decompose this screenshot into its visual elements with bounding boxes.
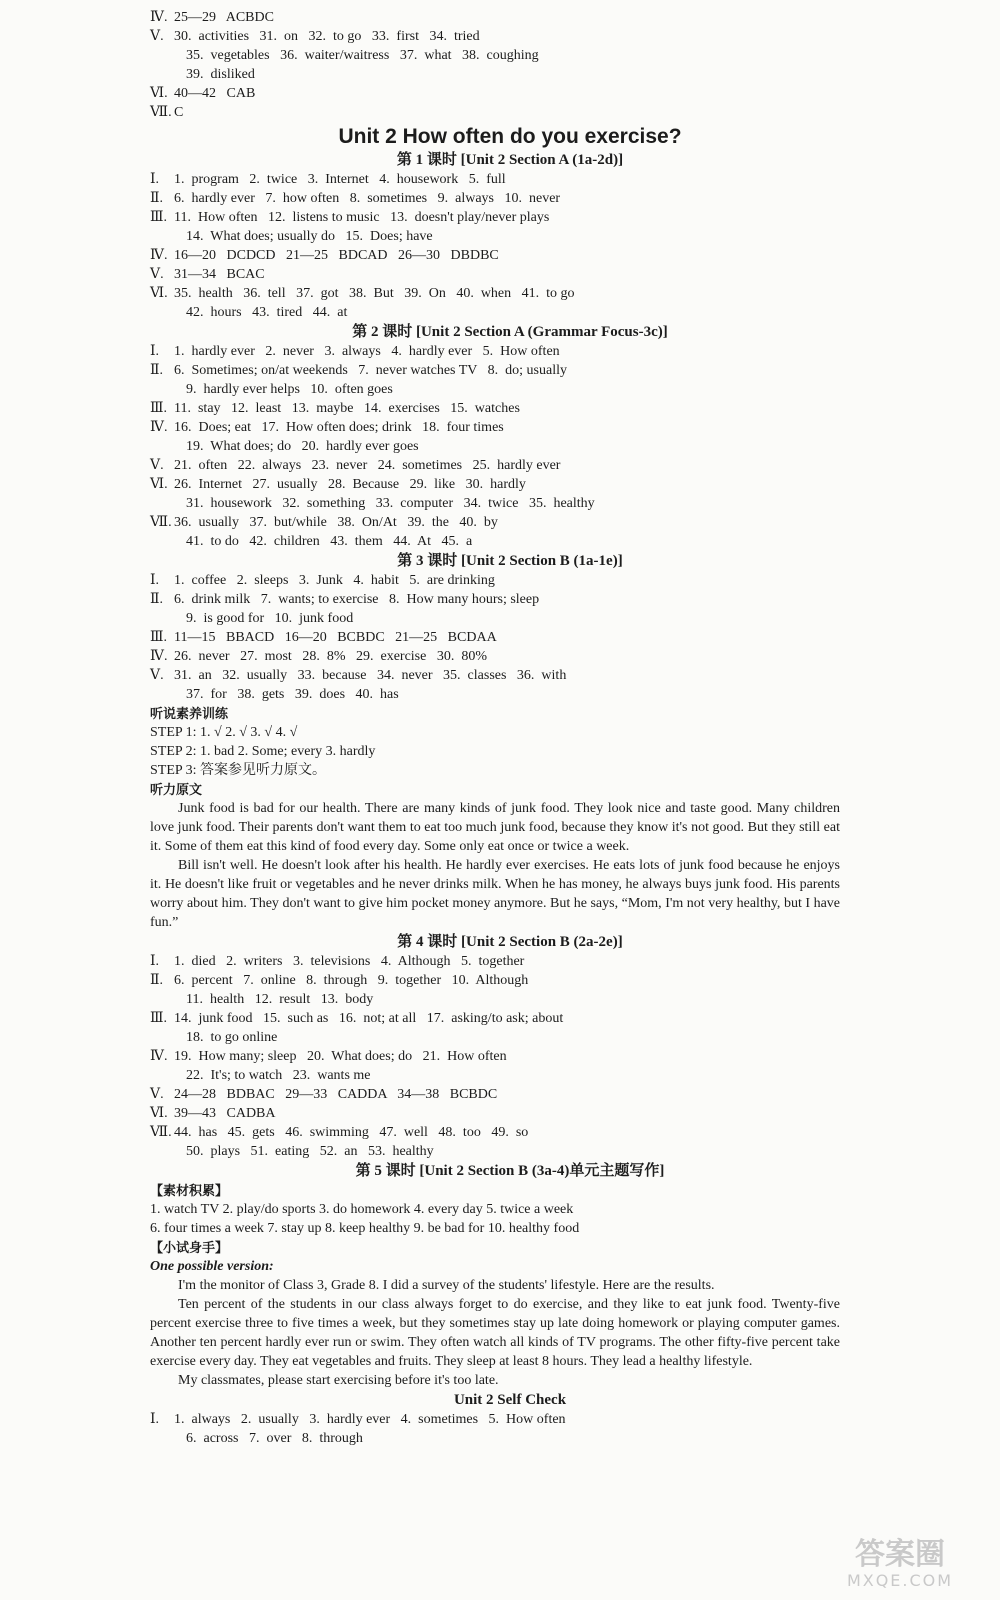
answer-text: 18. to go online	[186, 1030, 278, 1045]
answer-line	[150, 399, 870, 418]
lesson-2-answers	[150, 342, 870, 551]
answer-line	[150, 170, 870, 189]
sample-essay	[150, 1276, 840, 1390]
answer-line	[150, 380, 870, 399]
section-numeral: Ⅴ.	[150, 668, 164, 683]
answer-text: 6. drink milk 7. wants; to exercise 8. How many hours; sleep	[174, 592, 540, 607]
answer-line	[150, 437, 870, 456]
answer-text: 31. an 32. usually 33. because 34. never 35. classes 36. with	[174, 668, 567, 683]
lesson-1-answers	[150, 170, 870, 322]
answer-text: 26. Internet 27. usually 28. Because 29. like 30. hardly	[174, 477, 526, 492]
answer-line	[150, 1085, 870, 1104]
section-numeral: Ⅰ.	[150, 344, 160, 359]
essay-paragraph-2: Ten percent of the students in our class always forget to do exercise, and they like to eat junk food. Twenty-five percent exercise three to five times a week, but they sometimes stay up late doing homework or playing computer games. Another ten percent hardly ever run or swim. They often watch all kinds of TV programs. The other fifty-five percent take exercise every day. They eat vegetables and fruits. They sleep at least 8 hours. They lead a healthy lifestyle.	[150, 1297, 840, 1369]
section-numeral: Ⅵ.	[150, 477, 168, 492]
answer-line	[150, 990, 870, 1009]
answer-line	[150, 284, 870, 303]
answer-text: 25—29 ACBDC	[174, 10, 274, 25]
answer-line	[150, 246, 870, 265]
step-3: STEP 3: 答案参见听力原文。	[150, 763, 327, 778]
section-numeral: Ⅱ.	[150, 191, 164, 206]
answer-text: 1. hardly ever 2. never 3. always 4. hardly ever 5. How often	[174, 344, 560, 359]
answer-text: C	[174, 105, 184, 120]
lesson-4-answers	[150, 952, 870, 1161]
answer-line	[150, 590, 870, 609]
answer-text: 1. always 2. usually 3. hardly ever 4. sometimes 5. How often	[174, 1412, 566, 1427]
answer-text: 22. It's; to watch 23. wants me	[186, 1068, 371, 1083]
answer-text: 31—34 BCAC	[174, 267, 265, 282]
lesson-3-answers	[150, 571, 870, 704]
answer-line	[150, 303, 870, 322]
answer-text: 44. has 45. gets 46. swimming 47. well 48. too 49. so	[174, 1125, 529, 1140]
self-check-answers	[150, 1410, 870, 1448]
answer-text: 6. percent 7. online 8. through 9. together 10. Although	[174, 973, 529, 988]
section-numeral: Ⅵ.	[150, 1106, 168, 1121]
transcript-label: 听力原文	[150, 782, 203, 797]
answer-line	[150, 513, 870, 532]
answer-line	[150, 628, 870, 647]
answer-page	[150, 8, 870, 1448]
answer-text: 11. How often 12. listens to music 13. doesn't play/never plays	[174, 210, 550, 225]
lesson-3-title: 第 3 课时 [Unit 2 Section B (1a-1e)]	[397, 553, 623, 569]
material-line-1: 1. watch TV 2. play/do sports 3. do homework 4. every day 5. twice a week	[150, 1202, 574, 1217]
section-numeral: Ⅴ.	[150, 267, 164, 282]
answer-text: 50. plays 51. eating 52. an 53. healthy	[186, 1144, 434, 1159]
watermark-sub: MXQE.COM	[846, 1571, 954, 1590]
answer-line	[150, 475, 870, 494]
answer-text: 36. usually 37. but/while 38. On/At 39. the 40. by	[174, 515, 498, 530]
transcript-paragraph-1: Junk food is bad for our health. There are many kinds of junk food. They look nice and taste good. Many children love junk food. Their parents don't want them to eat too much junk food, because they know it's not good. But they still eat it. Some of them eat this kind of food every day. Some only eat once or twice a week.	[150, 801, 840, 854]
lesson-1-title: 第 1 课时 [Unit 2 Section A (1a-2d)]	[396, 152, 624, 168]
answer-text: 42. hours 43. tired 44. at	[186, 305, 348, 320]
answer-text: 37. for 38. gets 39. does 40. has	[186, 687, 399, 702]
lesson-4-title: 第 4 课时 [Unit 2 Section B (2a-2e)]	[397, 934, 623, 950]
answer-line	[150, 685, 870, 704]
answer-line	[150, 103, 870, 122]
answer-line	[150, 342, 870, 361]
answer-text: 40—42 CAB	[174, 86, 256, 101]
answer-text: 6. Sometimes; on/at weekends 7. never watches TV 8. do; usually	[174, 363, 567, 378]
answer-text: 26. never 27. most 28. 8% 29. exercise 30. 80%	[174, 649, 487, 664]
answer-line	[150, 208, 870, 227]
answer-text: 16. Does; eat 17. How often does; drink 18. four times	[174, 420, 504, 435]
answer-line	[150, 189, 870, 208]
answer-line	[150, 1066, 870, 1085]
answer-text: 16—20 DCDCD 21—25 BDCAD 26—30 DBDBC	[174, 248, 499, 263]
section-numeral: Ⅰ.	[150, 172, 160, 187]
answer-line	[150, 265, 870, 284]
answer-text: 11. health 12. result 13. body	[186, 992, 374, 1007]
section-numeral: Ⅴ.	[150, 1087, 164, 1102]
answer-line	[150, 46, 870, 65]
answer-text: 39. disliked	[186, 67, 255, 82]
essay-paragraph-3: My classmates, please start exercising before it's too late.	[178, 1373, 499, 1388]
section-numeral: Ⅳ.	[150, 1049, 168, 1064]
answer-line	[150, 666, 870, 685]
answer-text: 1. program 2. twice 3. Internet 4. housework 5. full	[174, 172, 506, 187]
section-numeral: Ⅵ.	[150, 286, 168, 301]
transcript	[150, 799, 840, 932]
unit-title: Unit 2 How often do you exercise?	[338, 125, 682, 148]
section-numeral: Ⅵ.	[150, 86, 168, 101]
material-line-2: 6. four times a week 7. stay up 8. keep healthy 9. be bad for 10. healthy food	[150, 1221, 580, 1236]
answer-line	[150, 456, 870, 475]
version-label: One possible version:	[150, 1259, 274, 1274]
answer-line	[150, 571, 870, 590]
answer-text: 11—15 BBACD 16—20 BCBDC 21—25 BCDAA	[174, 630, 497, 645]
answer-text: 39—43 CADBA	[174, 1106, 276, 1121]
listening-label: 听说素养训练	[150, 706, 229, 721]
lesson-2-title: 第 2 课时 [Unit 2 Section A (Grammar Focus-3c)]	[352, 324, 668, 340]
section-numeral: Ⅶ.	[150, 515, 172, 530]
answer-line	[150, 227, 870, 246]
prev-unit-answers	[150, 8, 870, 122]
section-numeral: Ⅴ.	[150, 29, 164, 44]
answer-text: 31. housework 32. something 33. computer 34. twice 35. healthy	[186, 496, 595, 511]
answer-text: 24—28 BDBAC 29—33 CADDA 34—38 BCBDC	[174, 1087, 498, 1102]
step-2: STEP 2: 1. bad 2. Some; every 3. hardly	[150, 744, 376, 759]
answer-text: 9. hardly ever helps 10. often goes	[186, 382, 393, 397]
answer-line	[150, 1410, 870, 1429]
answer-line	[150, 971, 870, 990]
answer-line	[150, 1009, 870, 1028]
watermark-logo	[820, 1538, 980, 1594]
answer-line	[150, 27, 870, 46]
answer-text: 21. often 22. always 23. never 24. sometimes 25. hardly ever	[174, 458, 561, 473]
answer-text: 14. junk food 15. such as 16. not; at all 17. asking/to ask; about	[174, 1011, 564, 1026]
answer-line	[150, 361, 870, 380]
answer-line	[150, 418, 870, 437]
answer-text: 6. across 7. over 8. through	[186, 1431, 363, 1446]
answer-text: 1. died 2. writers 3. televisions 4. Although 5. together	[174, 954, 525, 969]
answer-line	[150, 1123, 870, 1142]
answer-text: 6. hardly ever 7. how often 8. sometimes 9. always 10. never	[174, 191, 561, 206]
section-numeral: Ⅲ.	[150, 630, 168, 645]
answer-text: 9. is good for 10. junk food	[186, 611, 354, 626]
material-label: 【素材积累】	[150, 1183, 229, 1198]
answer-line	[150, 952, 870, 971]
section-numeral: Ⅲ.	[150, 1011, 168, 1026]
answer-line	[150, 647, 870, 666]
section-numeral: Ⅱ.	[150, 363, 164, 378]
section-numeral: Ⅱ.	[150, 592, 164, 607]
section-numeral: Ⅳ.	[150, 420, 168, 435]
try-label: 【小试身手】	[150, 1240, 229, 1255]
section-numeral: Ⅴ.	[150, 458, 164, 473]
section-numeral: Ⅶ.	[150, 1125, 172, 1140]
answer-line	[150, 1429, 870, 1448]
answer-line	[150, 609, 870, 628]
answer-line	[150, 1142, 870, 1161]
watermark-main: 答案圈	[855, 1537, 945, 1572]
section-numeral: Ⅲ.	[150, 401, 168, 416]
section-numeral: Ⅰ.	[150, 573, 160, 588]
answer-line	[150, 65, 870, 84]
section-numeral: Ⅳ.	[150, 10, 168, 25]
section-numeral: Ⅲ.	[150, 210, 168, 225]
answer-line	[150, 494, 870, 513]
answer-text: 35. health 36. tell 37. got 38. But 39. On 40. when 41. to go	[174, 286, 575, 301]
transcript-paragraph-2: Bill isn't well. He doesn't look after his health. He hardly ever exercises. He eats lots of junk food because he enjoys it. He doesn't like fruit or vegetables and he never drinks milk. When he has money, he always buys junk food. His parents worry about him. They don't want to give him pocket money anymore. But he says, “Mom, I'm not very healthy, but I have fun.”	[150, 858, 840, 930]
answer-text: 30. activities 31. on 32. to go 33. first 34. tried	[174, 29, 480, 44]
section-numeral: Ⅱ.	[150, 973, 164, 988]
self-check-title: Unit 2 Self Check	[453, 1392, 567, 1408]
answer-line	[150, 1047, 870, 1066]
answer-text: 41. to do 42. children 43. them 44. At 45. a	[186, 534, 473, 549]
answer-line	[150, 84, 870, 103]
answer-line	[150, 1028, 870, 1047]
answer-line	[150, 8, 870, 27]
answer-text: 14. What does; usually do 15. Does; have	[186, 229, 433, 244]
essay-paragraph-1: I'm the monitor of Class 3, Grade 8. I did a survey of the students' lifestyle. Here are the results.	[178, 1278, 715, 1293]
answer-text: 11. stay 12. least 13. maybe 14. exercises 15. watches	[174, 401, 520, 416]
section-numeral: Ⅰ.	[150, 954, 160, 969]
answer-line	[150, 1104, 870, 1123]
answer-text: 1. coffee 2. sleeps 3. Junk 4. habit 5. are drinking	[174, 573, 495, 588]
step-1: STEP 1: 1. √ 2. √ 3. √ 4. √	[150, 725, 298, 740]
lesson-5-title: 第 5 课时 [Unit 2 Section B (3a-4)单元主题写作]	[355, 1163, 665, 1179]
section-numeral: Ⅳ.	[150, 649, 168, 664]
section-numeral: Ⅳ.	[150, 248, 168, 263]
section-numeral: Ⅶ.	[150, 105, 172, 120]
answer-text: 19. How many; sleep 20. What does; do 21. How often	[174, 1049, 507, 1064]
section-numeral: Ⅰ.	[150, 1412, 160, 1427]
answer-text: 35. vegetables 36. waiter/waitress 37. what 38. coughing	[186, 48, 539, 63]
answer-line	[150, 532, 870, 551]
answer-text: 19. What does; do 20. hardly ever goes	[186, 439, 419, 454]
